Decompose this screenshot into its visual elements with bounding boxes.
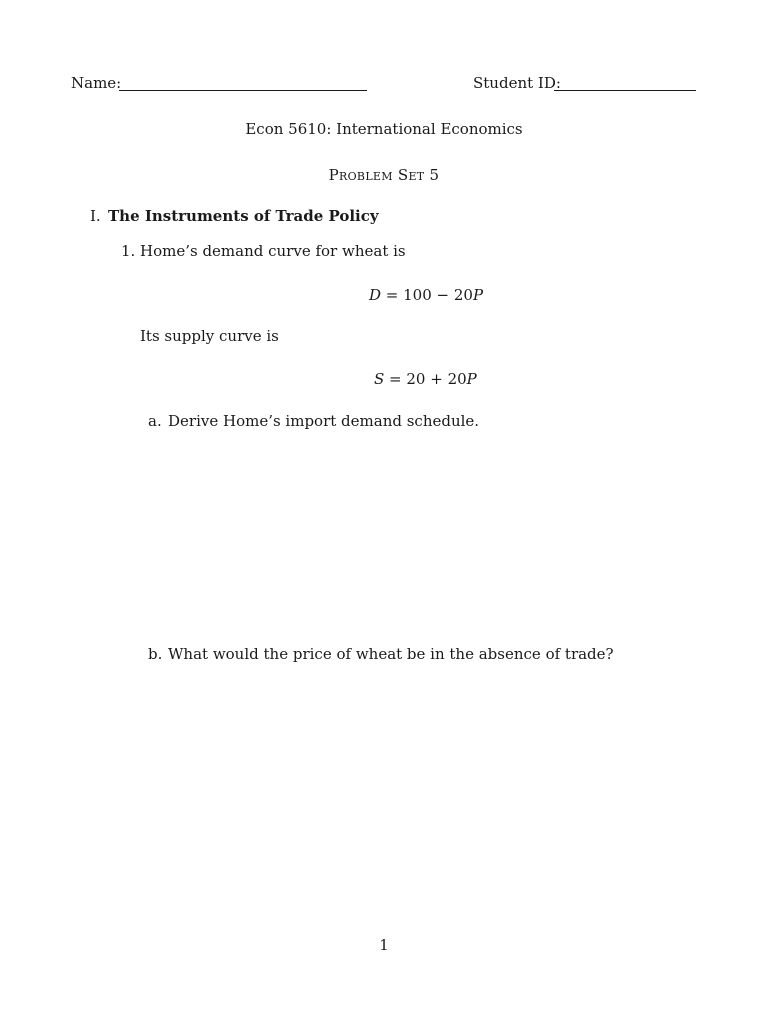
question-number: 1. <box>121 242 136 260</box>
question-intro: Home’s demand curve for wheat is <box>140 242 406 260</box>
part-b-answer-space[interactable] <box>168 675 698 915</box>
section-title: The Instruments of Trade Policy <box>108 207 379 225</box>
section-number: I. <box>90 207 101 225</box>
part-b-label: b. <box>148 645 163 663</box>
student-id-label: Student ID: <box>473 74 561 92</box>
demand-rhs-prefix: = 100 − 20 <box>381 286 473 304</box>
supply-rhs-var: P <box>466 370 477 388</box>
part-a-text: Derive Home’s import demand schedule. <box>168 412 480 430</box>
name-label: Name: <box>71 74 122 92</box>
supply-intro: Its supply curve is <box>140 327 279 345</box>
problem-set-title: Problem Set 5 <box>328 166 440 184</box>
part-a-answer-space[interactable] <box>168 440 698 630</box>
demand-rhs-var: P <box>472 286 484 304</box>
supply-rhs-prefix: = 20 + 20 <box>384 370 467 388</box>
course-title: Econ 5610: International Economics <box>245 120 523 138</box>
demand-equation <box>369 286 483 304</box>
part-b-text: What would the price of wheat be in the absence of trade? <box>168 645 614 663</box>
supply-lhs: S <box>374 370 385 388</box>
part-a-label: a. <box>148 412 162 430</box>
supply-equation <box>374 370 477 388</box>
page-number: 1 <box>379 936 389 954</box>
demand-lhs: D <box>369 286 382 304</box>
name-field-line[interactable] <box>119 90 367 91</box>
student-id-field-line[interactable] <box>554 90 696 91</box>
